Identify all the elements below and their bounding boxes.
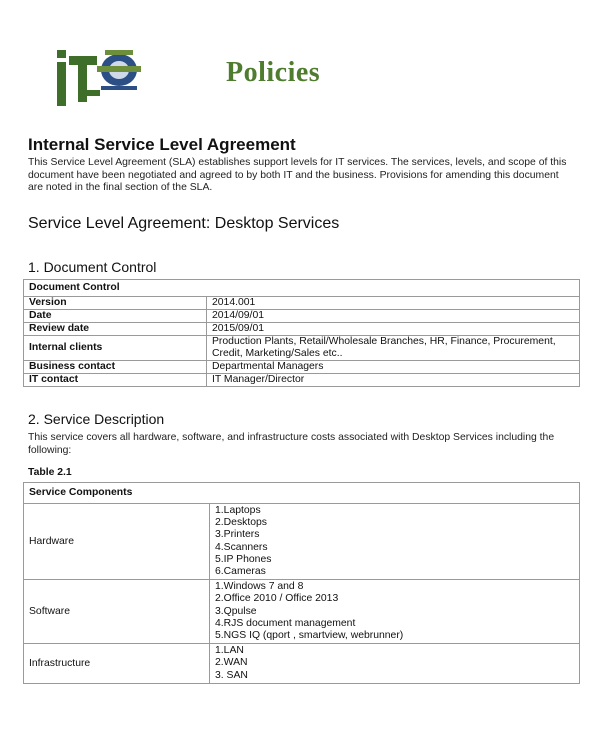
service-description-text: This service covers all hardware, software, and infrastructure costs associated with Desktop Services including the following: <box>28 432 555 456</box>
policies-title: Policies <box>226 57 321 88</box>
table-row <box>24 580 580 644</box>
category-cell: Infrastructure <box>24 644 210 684</box>
list-item: 3.Printers <box>215 529 260 541</box>
list-item: 3.Qpulse <box>215 605 257 617</box>
row-key: Review date <box>24 323 207 336</box>
document-control-table-title: Document Control <box>24 280 580 297</box>
it-logo <box>55 42 155 110</box>
row-key: Version <box>24 297 207 310</box>
table-row <box>24 361 580 374</box>
document-control-table <box>23 279 580 387</box>
list-item: 5.NGS IQ (qport , smartview, webrunner) <box>215 630 404 642</box>
document-subtitle: Service Level Agreement: Desktop Services <box>28 215 340 232</box>
table-row <box>24 323 580 336</box>
list-item: 3. SAN <box>215 669 248 681</box>
row-value: Production Plants, Retail/Wholesale Branches, HR, Finance, Procurement, Credit, Marketing/Sales etc.. <box>207 336 580 361</box>
list-item: 1.LAN <box>215 645 244 657</box>
list-item: 1.Laptops <box>215 505 261 516</box>
intro-paragraph: This Service Level Agreement (SLA) establishes support levels for IT services. The services, levels, and scope of this document have been negotiated and agreed to by both IT and the business. Provisions for amending this document are noted in the final section of the SLA. <box>28 157 567 193</box>
list-item: 4.RJS document management <box>215 617 356 629</box>
list-item: 2.Office 2010 / Office 2013 <box>215 593 339 605</box>
category-cell: Hardware <box>24 504 210 580</box>
row-key: Internal clients <box>24 336 207 361</box>
row-value: IT Manager/Director <box>207 374 580 387</box>
row-value: 2014.001 <box>207 297 580 310</box>
items-cell <box>210 504 580 580</box>
row-value: 2014/09/01 <box>207 310 580 323</box>
row-value: Departmental Managers <box>207 361 580 374</box>
row-key: Business contact <box>24 361 207 374</box>
document-title: Internal Service Level Agreement <box>28 135 296 154</box>
table-row <box>24 336 580 361</box>
document-control-heading: 1. Document Control <box>28 259 157 275</box>
list-item: 2.WAN <box>215 657 248 669</box>
list-item: 4.Scanners <box>215 541 268 553</box>
items-cell <box>210 644 580 684</box>
row-key: IT contact <box>24 374 207 387</box>
table-row <box>24 310 580 323</box>
list-item: 5.IP Phones <box>215 553 272 565</box>
table-row <box>24 644 580 684</box>
service-components-table <box>23 482 580 684</box>
table-row <box>24 504 580 580</box>
table-row <box>24 374 580 387</box>
row-key: Date <box>24 310 207 323</box>
table-row <box>24 297 580 310</box>
list-item: 1.Windows 7 and 8 <box>215 581 304 593</box>
items-cell <box>210 580 580 644</box>
category-cell: Software <box>24 580 210 644</box>
row-value: 2015/09/01 <box>207 323 580 336</box>
service-description-heading: 2. Service Description <box>28 411 165 427</box>
table-label: Table 2.1 <box>28 467 72 478</box>
service-components-title: Service Components <box>24 483 580 504</box>
list-item: 2.Desktops <box>215 517 267 529</box>
list-item: 6.Cameras <box>215 566 266 578</box>
